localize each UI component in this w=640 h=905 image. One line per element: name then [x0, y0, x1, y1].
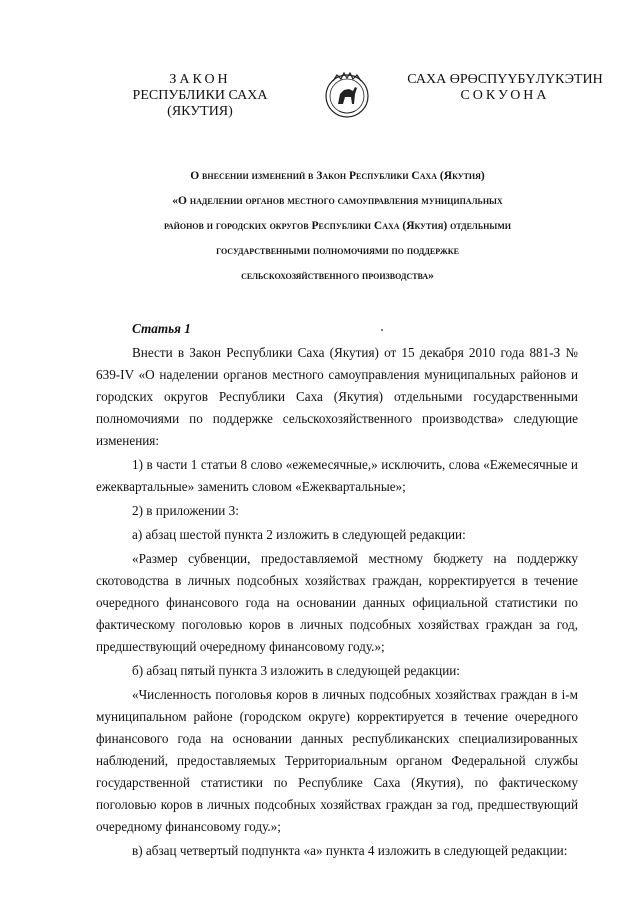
header-left-title: ЗАКОН: [169, 72, 231, 87]
body-paragraph: 1) в части 1 статьи 8 слово «ежемесячные,» исключить, слова «Ежемесячные и ежеквартальные» заменить словом «Ежеквартальные»;: [96, 457, 578, 494]
body-paragraph: б) абзац пятый пункта 3 изложить в следующей редакции:: [132, 663, 460, 678]
title-line: сельскохозяйственного производства»: [241, 270, 434, 282]
document-title: [105, 164, 570, 289]
body-paragraph: «Размер субвенции, предоставляемой местному бюджету на поддержку скотоводства в личных подсобных хозяйствах граждан, корректируется в течение очередного финансового года на основании данных официальной статистики по фактическому поголовью коров в личных подсобных хозяйствах граждан за год, предшествующий очередному финансовому году.»;: [96, 551, 578, 654]
header-left: [100, 72, 300, 120]
title-line: государственными полномочиями по поддержке: [216, 245, 459, 257]
title-line: «О наделении органов местного самоуправления муниципальных: [172, 195, 503, 207]
body-paragraph: 2) в приложении 3:: [132, 503, 239, 518]
document-body: [96, 318, 578, 864]
header-right-subtitle: СОКУОНА: [460, 88, 550, 103]
header-right-title: САХА ӨРӨСПҮҮБҮЛҮКЭТИН: [407, 72, 603, 87]
body-paragraph: «Численность поголовья коров в личных подсобных хозяйствах граждан в i-м муниципальном районе (городском округе) корректируется в течение очередного финансового года на основании данных республиканских специализированных наблюдений, предоставляемых Территориальным органом Федеральной службы государственной статистики по Республике Саха (Якутия), по фактическому поголовью коров в личных подсобных хозяйствах граждан за год, предшествующий очередному финансовому году.»;: [96, 687, 578, 834]
title-line: О внесении изменений в Закон Республики Саха (Якутия): [190, 170, 485, 182]
title-line: районов и городских округов Республики Саха (Якутия) отдельными: [164, 220, 511, 232]
body-paragraph: а) абзац шестой пункта 2 изложить в следующей редакции:: [132, 527, 466, 542]
header-right: [400, 72, 610, 104]
article-heading: Статья 1: [132, 321, 191, 336]
body-paragraph: в) абзац четвертый подпункта «а» пункта 4 изложить в следующей редакции:: [132, 843, 568, 858]
header-left-subtitle: РЕСПУБЛИКИ САХА (ЯКУТИЯ): [132, 88, 268, 119]
body-paragraph: Внести в Закон Республики Саха (Якутия) от 15 декабря 2010 года 881-З № 639-IV «О наделении органов местного самоуправления муниципальных районов и городских округов Республики Саха (Якутия) отдельными государственными полномочиями по поддержке сельскохозяйственного производства» следующие изменения:: [96, 345, 578, 448]
coat-of-arms-icon: [325, 66, 369, 126]
